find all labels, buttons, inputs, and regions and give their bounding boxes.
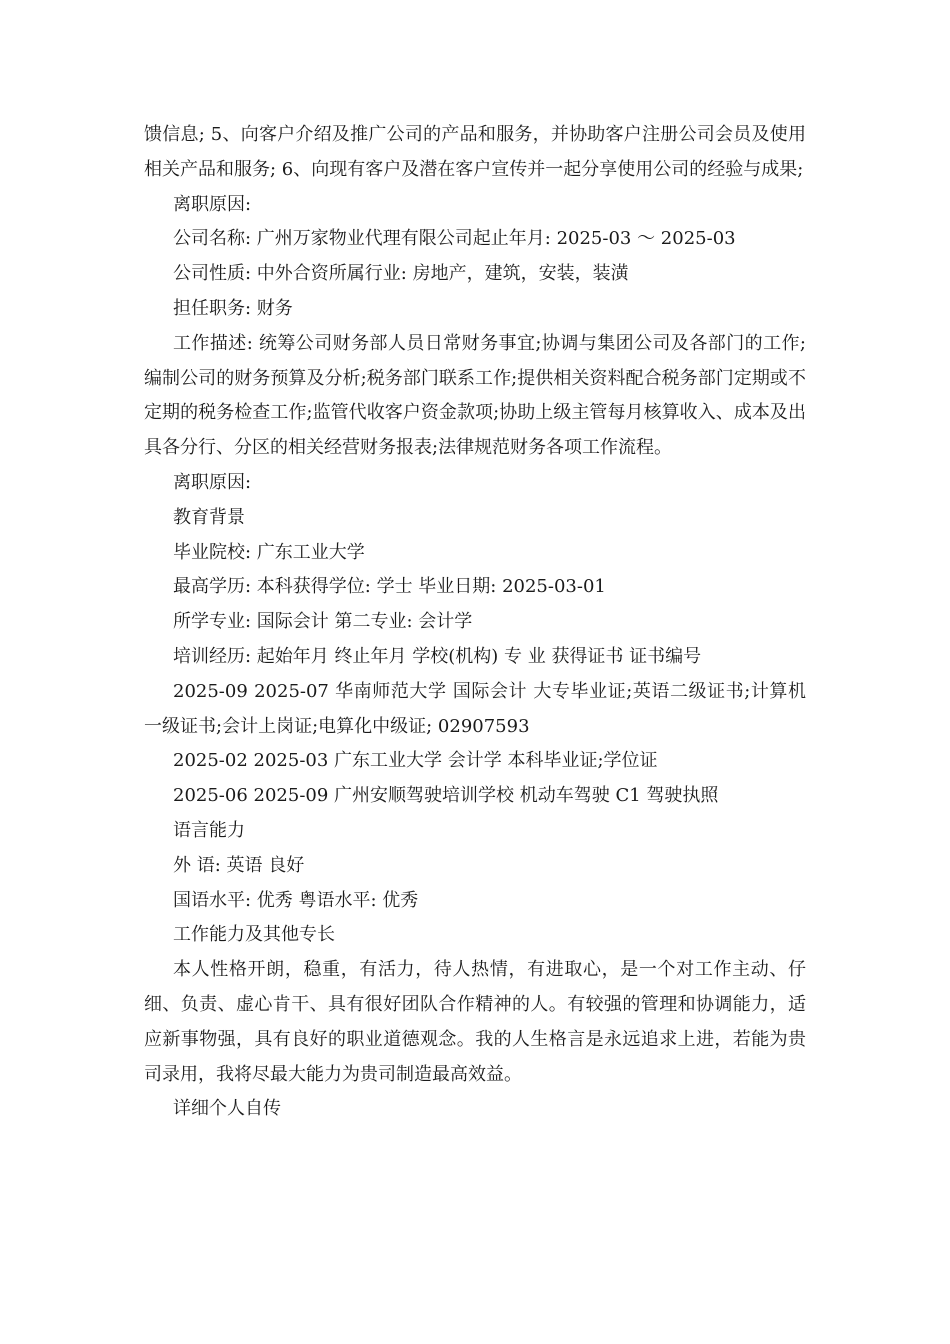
section-heading-autobiography: 详细个人自传 [173, 1098, 281, 1120]
paragraph-job-description: 工作描述: 统筹公司财务部人员日常财务事宜;协调与集团公司及各部门的工作;编制公司的财务预算及分析;税务部门联系工作;提供相关资料配合税务部门定期或不定期的税务检查工作;监管代收客户资金款项;协助上级主管每月核算收入、成本及出具各分行、分区的相关经营财务报表;法律规范财务各项工作流程。 [144, 332, 806, 459]
paragraph-self-evaluation: 本人性格开朗，稳重，有活力，待人热情，有进取心，是一个对工作主动、仔细、负责、虚心肯干、具有很好团队合作精神的人。有较强的管理和协调能力，适应新事物强，具有良好的职业道德观念。我的人生格言是永远追求上进，若能为贵司录用，我将尽最大能力为贵司制造最高效益。 [144, 959, 806, 1085]
paragraph-degree: 最高学历: 本科获得学位: 学士 毕业日期: 2025-03-01 [173, 576, 606, 598]
paragraph-training-row-1: 2025-09 2025-07 华南师范大学 国际会计 大专毕业证;英语二级证书;计算机一级证书;会计上岗证;电算化中级证; 02907593 [144, 680, 806, 737]
paragraph-company-name: 公司名称: 广州万家物业代理有限公司起止年月: 2025-03 ～ 2025-03 [173, 228, 736, 250]
document-body [144, 118, 806, 1127]
paragraph-leave-reason-2: 离职原因: [173, 471, 252, 493]
section-heading-skills: 工作能力及其他专长 [173, 924, 335, 946]
paragraph-training-row-2: 2025-02 2025-03 广东工业大学 会计学 本科毕业证;学位证 [173, 750, 658, 772]
paragraph-company-type: 公司性质: 中外合资所属行业: 房地产，建筑，安装，装潢 [173, 263, 629, 285]
section-heading-education: 教育背景 [173, 506, 245, 528]
paragraph-training-row-3: 2025-06 2025-09 广州安顺驾驶培训学校 机动车驾驶 C1 驾驶执照 [173, 785, 719, 807]
section-heading-language: 语言能力 [173, 819, 245, 841]
paragraph-school: 毕业院校: 广东工业大学 [173, 541, 365, 563]
paragraph-mandarin-cantonese: 国语水平: 优秀 粤语水平: 优秀 [173, 889, 419, 911]
paragraph-duties-continued: 馈信息; 5、向客户介绍及推广公司的产品和服务，并协助客户注册公司会员及使用相关产品和服务; 6、向现有客户及潜在客户宣传并一起分享使用公司的经验与成果; [144, 124, 806, 180]
paragraph-leave-reason-1: 离职原因: [173, 193, 252, 215]
paragraph-training-header: 培训经历: 起始年月 终止年月 学校(机构) 专 业 获得证书 证书编号 [173, 645, 702, 667]
paragraph-foreign-language: 外 语: 英语 良好 [173, 854, 305, 876]
paragraph-major: 所学专业: 国际会计 第二专业: 会计学 [173, 611, 473, 633]
paragraph-position: 担任职务: 财务 [173, 297, 293, 319]
